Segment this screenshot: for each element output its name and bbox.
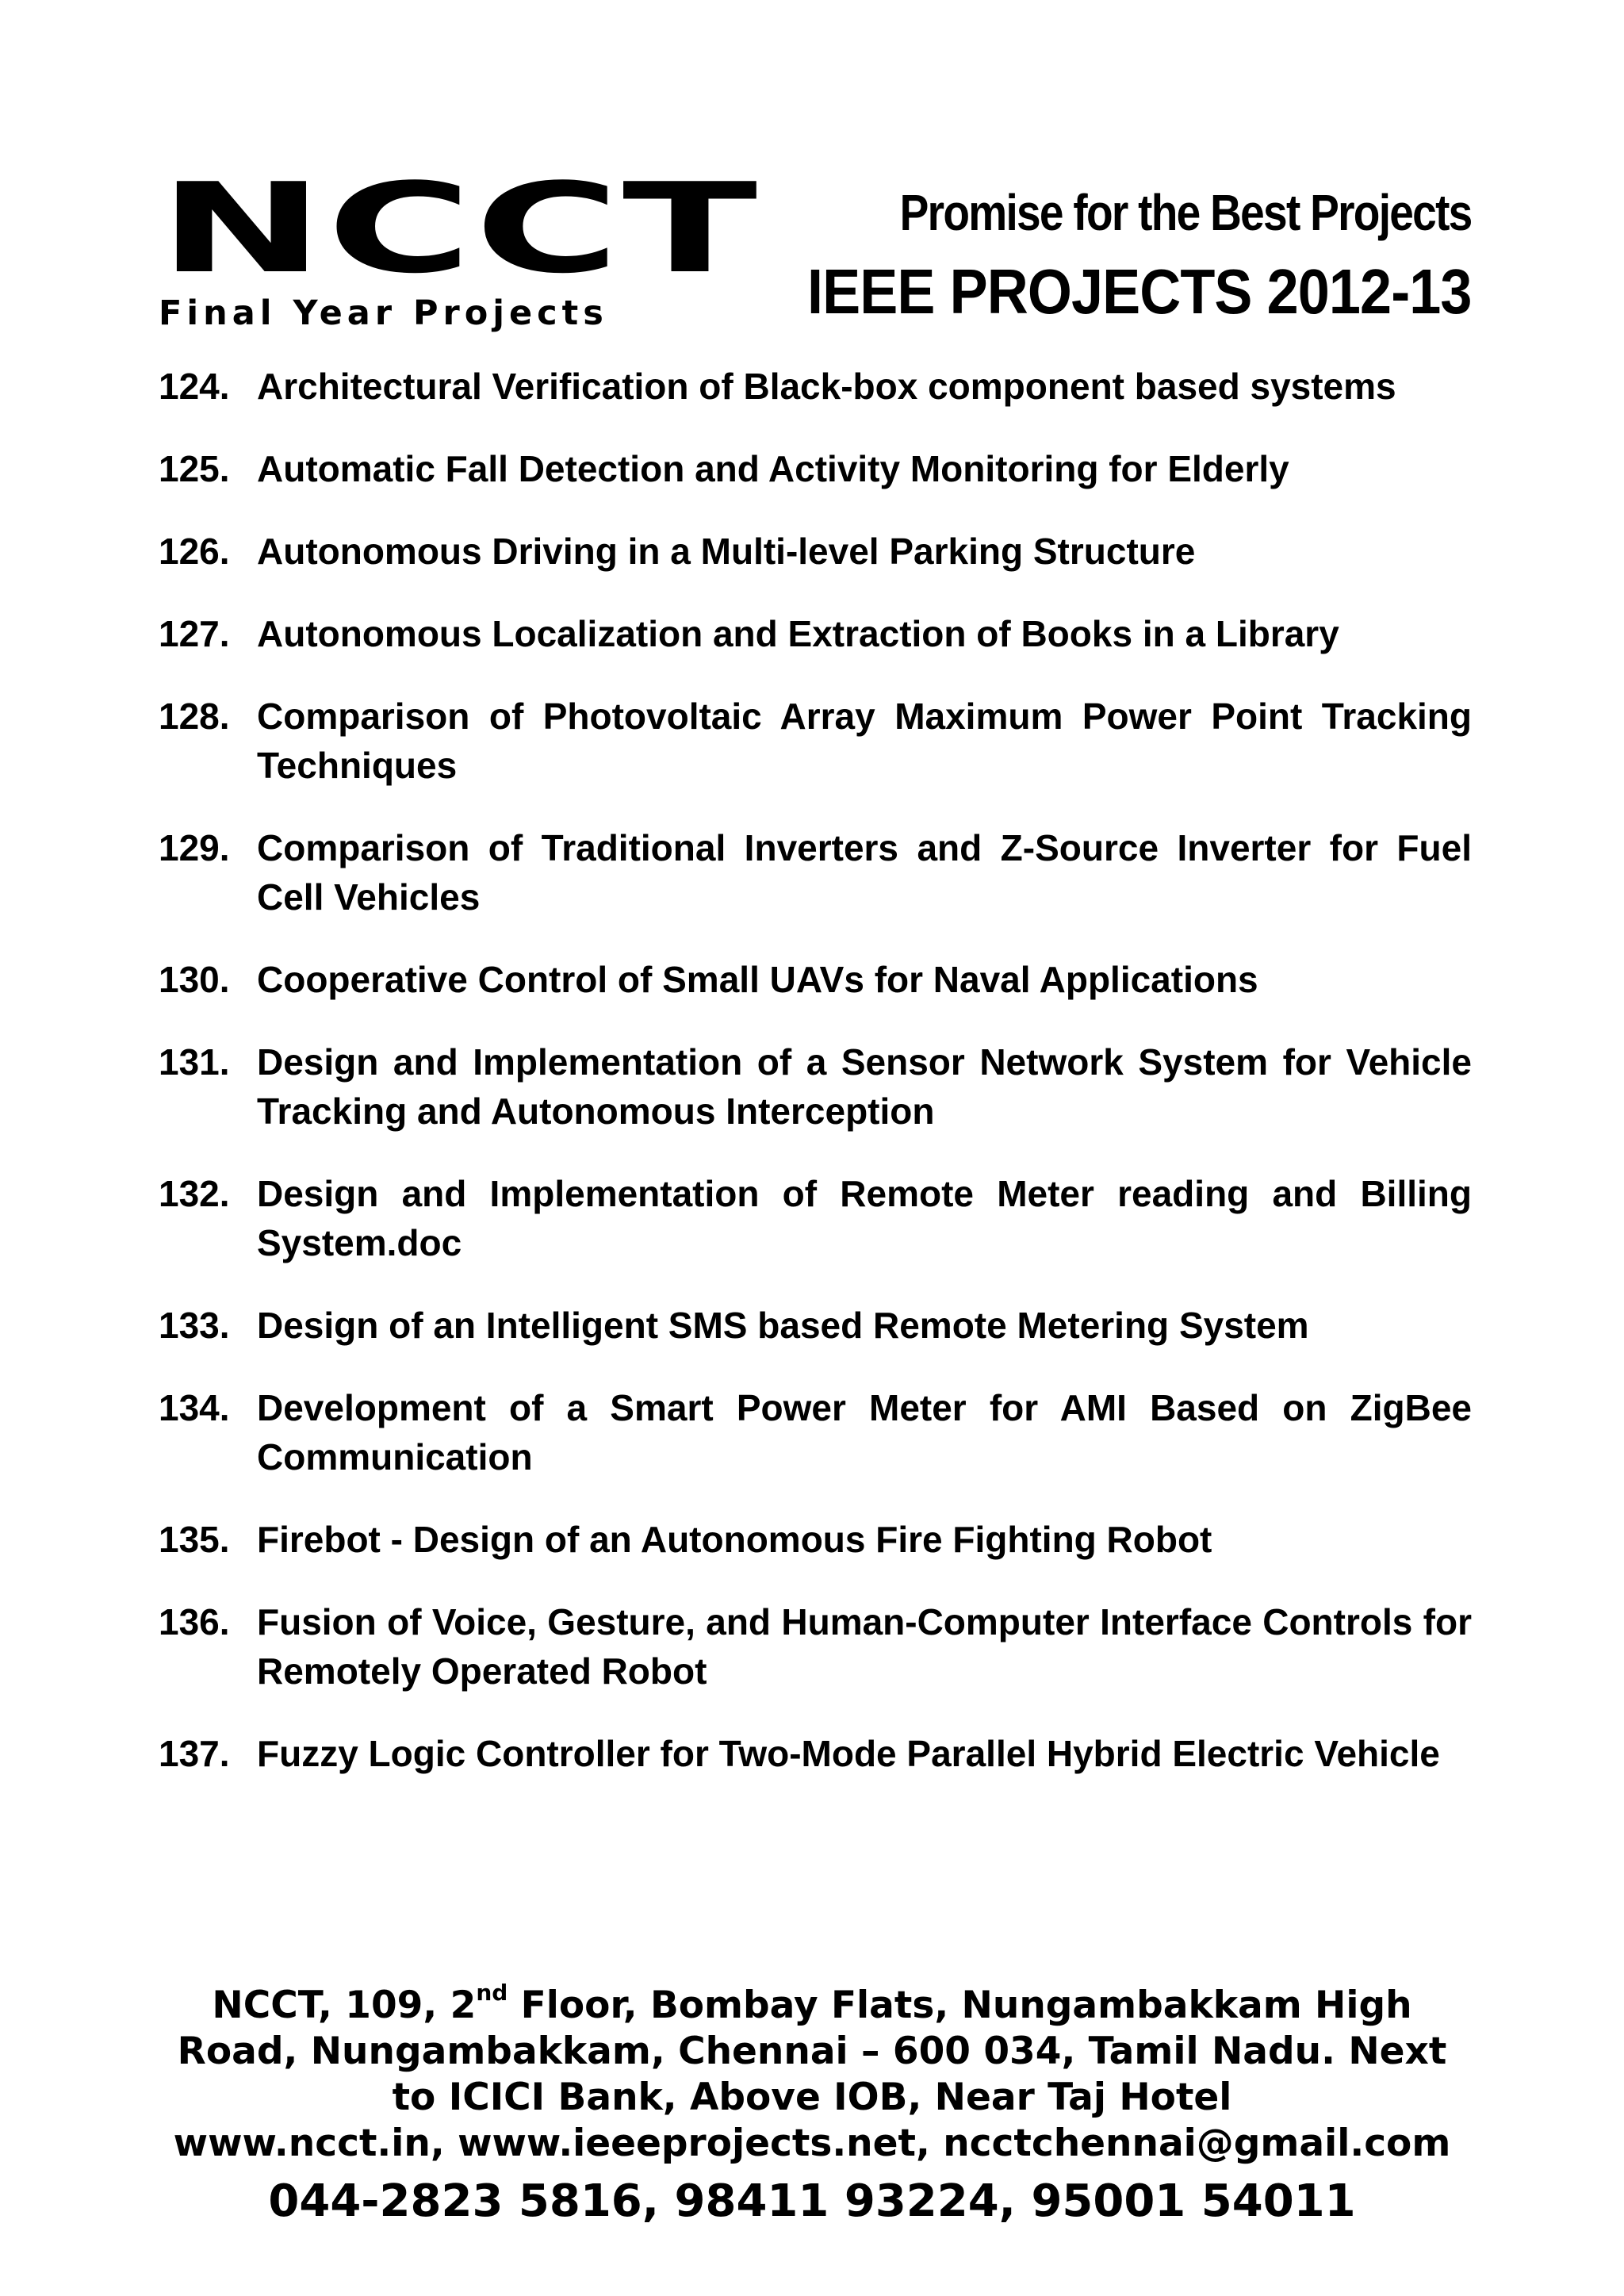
- item-number: 135.: [159, 1519, 230, 1560]
- item-number: 132.: [159, 1173, 230, 1214]
- item-number: 134.: [159, 1387, 230, 1428]
- web-email-line: www.ncct.in, www.ieeeprojects.net, ncctchennai@gmail.com: [173, 2122, 1451, 2165]
- list-item: [159, 1515, 1472, 1564]
- item-title: Architectural Verification of Black-box component based systems: [257, 366, 1396, 407]
- list-item: [159, 527, 1472, 576]
- item-title: Comparison of Photovoltaic Array Maximum Power Point Tracking Techniques: [257, 696, 1472, 786]
- item-number: 137.: [159, 1733, 230, 1774]
- item-number: 126.: [159, 531, 230, 572]
- item-title: Design and Implementation of Remote Meter reading and Billing System.doc: [257, 1173, 1472, 1263]
- header-right: [733, 181, 1472, 330]
- list-item: [159, 1169, 1472, 1267]
- item-number: 125.: [159, 448, 230, 489]
- item-number: 124.: [159, 366, 230, 407]
- list-item: [159, 1383, 1472, 1481]
- address-text: Floor, Bombay Flats, Nungambakkam High: [508, 1984, 1412, 2027]
- item-title: Fusion of Voice, Gesture, and Human-Computer Interface Controls for Remotely Operated Robot: [257, 1601, 1472, 1692]
- item-number: 130.: [159, 959, 230, 1000]
- list-item: [159, 362, 1472, 411]
- item-number: 131.: [159, 1041, 230, 1083]
- item-number: 127.: [159, 613, 230, 654]
- list-item: [159, 955, 1472, 1004]
- item-title: Comparison of Traditional Inverters and Z-Source Inverter for Fuel Cell Vehicles: [257, 827, 1472, 918]
- item-number: 133.: [159, 1305, 230, 1346]
- list-item: [159, 692, 1472, 790]
- list-item: [159, 823, 1472, 922]
- ordinal-suffix: nd: [476, 1980, 508, 2006]
- phone-numbers: 044-2823 5816, 98411 93224, 95001 54011: [268, 2175, 1356, 2227]
- item-title: Cooperative Control of Small UAVs for Naval Applications: [257, 959, 1258, 1000]
- item-title: Autonomous Localization and Extraction of Books in a Library: [257, 613, 1339, 654]
- tagline: Promise for the Best Projects: [900, 184, 1472, 241]
- address-text: NCCT, 109, 2: [212, 1984, 477, 2027]
- logo-wordmark: NCCT: [159, 156, 760, 301]
- address-line: [119, 1980, 1505, 2029]
- item-title: Design and Implementation of a Sensor Network System for Vehicle Tracking and Autonomous Interception: [257, 1041, 1472, 1132]
- list-item: [159, 1729, 1472, 1778]
- project-list: [159, 362, 1472, 1811]
- list-item: [159, 609, 1472, 658]
- item-title: Design of an Intelligent SMS based Remote Metering System: [257, 1305, 1309, 1346]
- logo-subtitle: Final Year Projects: [159, 293, 608, 333]
- item-title: Autonomous Driving in a Multi-level Parking Structure: [257, 531, 1196, 572]
- list-item: [159, 1301, 1472, 1350]
- ncct-logo: [159, 156, 760, 333]
- list-item: [159, 1597, 1472, 1696]
- item-number: 136.: [159, 1601, 230, 1642]
- list-item: [159, 444, 1472, 493]
- address-line: to ICICI Bank, Above IOB, Near Taj Hotel: [392, 2076, 1232, 2119]
- item-number: 128.: [159, 696, 230, 737]
- item-title: Firebot - Design of an Autonomous Fire Fighting Robot: [257, 1519, 1212, 1560]
- item-title: Automatic Fall Detection and Activity Monitoring for Elderly: [257, 448, 1289, 489]
- item-title: Development of a Smart Power Meter for AMI Based on ZigBee Communication: [257, 1387, 1472, 1478]
- contact-footer: [119, 1980, 1505, 2229]
- list-item: [159, 1037, 1472, 1136]
- item-title: Fuzzy Logic Controller for Two-Mode Parallel Hybrid Electric Vehicle: [257, 1733, 1440, 1774]
- page-title: IEEE PROJECTS 2012-13: [807, 256, 1472, 327]
- item-number: 129.: [159, 827, 230, 868]
- address-line: Road, Nungambakkam, Chennai – 600 034, Tamil Nadu. Next: [177, 2030, 1447, 2073]
